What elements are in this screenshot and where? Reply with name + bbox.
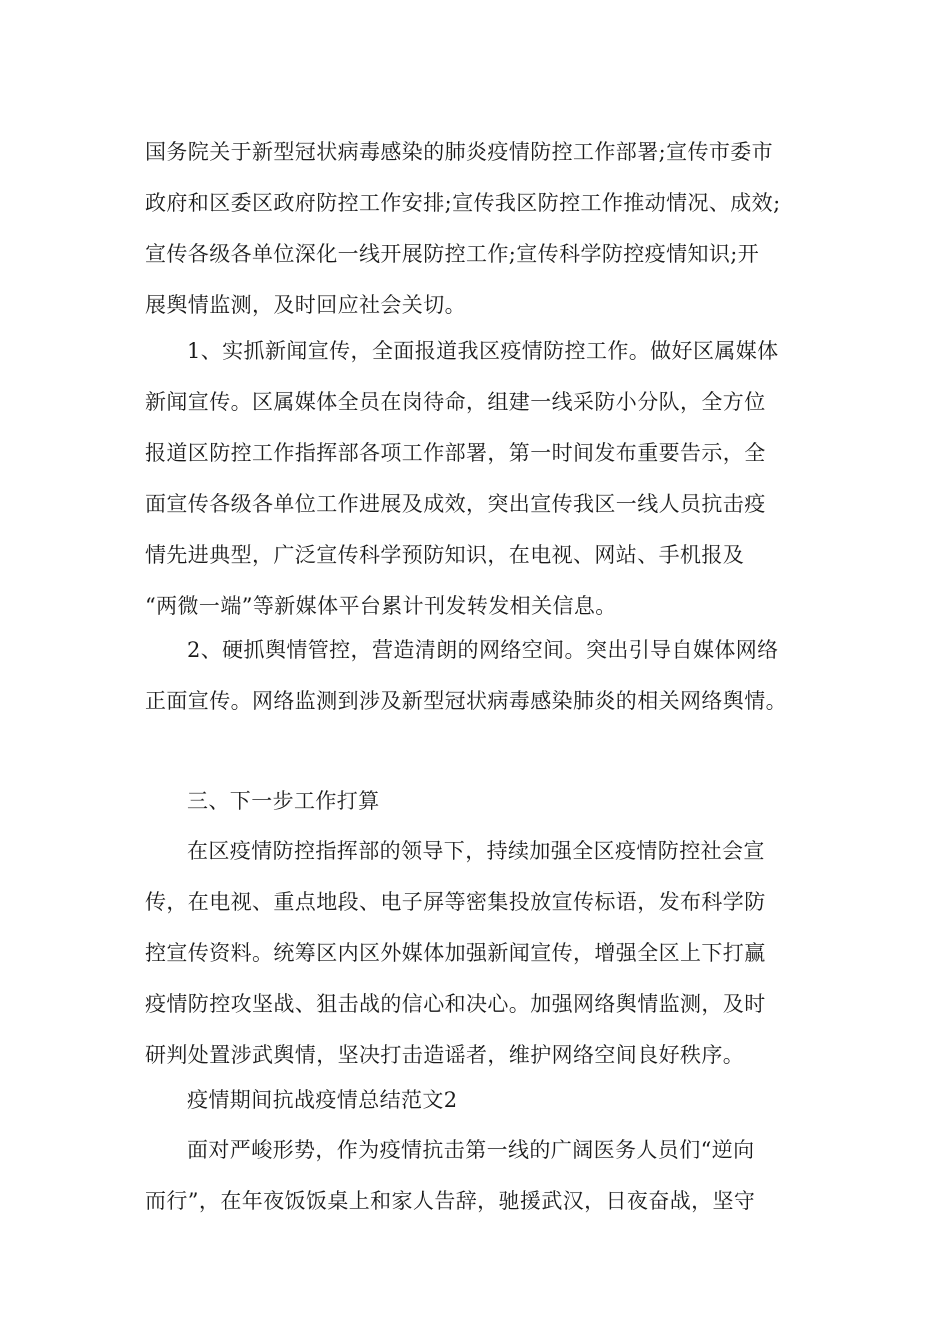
text-line: 报道区防控工作指挥部各项工作部署，第一时间发布重要告示，全 — [145, 441, 766, 465]
text-line: 展舆情监测，及时回应社会关切。 — [145, 293, 466, 317]
text-line: “两微一端”等新媒体平台累计刊发转发相关信息。 — [145, 594, 617, 618]
text-line: 1、实抓新闻宣传，全面报道我区疫情防控工作。做好区属媒体 — [187, 339, 779, 363]
text-line: 新闻宣传。区属媒体全员在岗待命，组建一线采防小分队，全方位 — [145, 390, 766, 414]
text-line: 研判处置涉武舆情，坚决打击造谣者，维护网络空间良好秩序。 — [145, 1043, 745, 1067]
text-line: 国务院关于新型冠状病毒感染的肺炎疫情防控工作部署;宣传市委市 — [145, 140, 774, 164]
article-title-2 — [145, 1075, 825, 1126]
paragraph-2 — [145, 326, 825, 632]
section-heading-3 — [145, 776, 825, 827]
heading-text: 三、下一步工作打算 — [187, 789, 380, 813]
paragraph-4 — [145, 826, 825, 1081]
title-text: 疫情期间抗战疫情总结范文2 — [187, 1088, 458, 1112]
text-line: 面宣传各级各单位工作进展及成效，突出宣传我区一线人员抗击疫 — [145, 492, 766, 516]
text-line: 疫情防控攻坚战、狙击战的信心和决心。加强网络舆情监测，及时 — [145, 992, 766, 1016]
text-line: 宣传各级各单位深化一线开展防控工作;宣传科学防控疫情知识;开 — [145, 242, 760, 266]
text-line: 控宣传资料。统筹区内区外媒体加强新闻宣传，增强全区上下打赢 — [145, 941, 766, 965]
text-line: 而行”，在年夜饭饭桌上和家人告辞，驰援武汉，日夜奋战，坚守 — [145, 1189, 756, 1213]
text-line: 面对严峻形势，作为疫情抗击第一线的广阔医务人员们“逆向 — [187, 1138, 755, 1162]
text-line: 在区疫情防控指挥部的领导下，持续加强全区疫情防控社会宣 — [187, 839, 765, 863]
text-line: 传，在电视、重点地段、电子屏等密集投放宣传标语，发布科学防 — [145, 890, 766, 914]
text-line: 正面宣传。网络监测到涉及新型冠状病毒感染肺炎的相关网络舆情。 — [145, 689, 787, 713]
paragraph-5 — [145, 1125, 825, 1227]
text-line: 2、硬抓舆情管控，营造清朗的网络空间。突出引导自媒体网络 — [187, 638, 779, 662]
text-line: 政府和区委区政府防控工作安排;宣传我区防控工作推动情况、成效; — [145, 191, 781, 215]
paragraph-1 — [145, 127, 825, 331]
text-line: 情先进典型，广泛宣传科学预防知识，在电视、网站、手机报及 — [145, 543, 745, 567]
paragraph-3 — [145, 625, 825, 727]
